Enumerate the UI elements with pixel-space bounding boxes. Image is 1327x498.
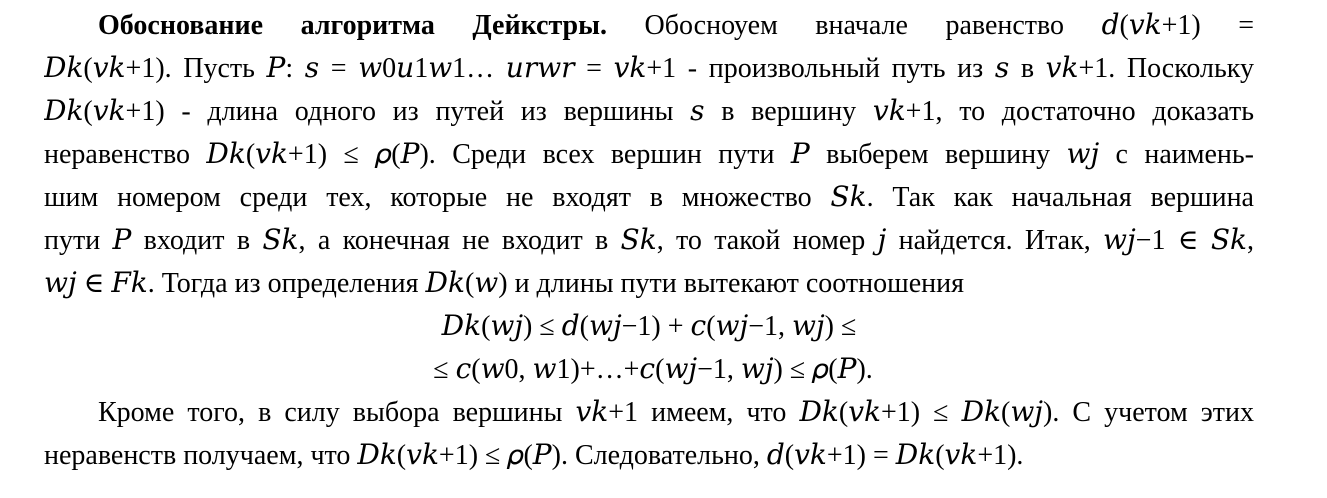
formula-text: 𝐷𝑘(𝑤𝑗) ≤ 𝑑(𝑤𝑗−1) + 𝑐(𝑤𝑗−1, 𝑤𝑗) ≤ bbox=[441, 311, 857, 342]
line-text: Обосноуем вначале равенство 𝑑(𝑣𝑘+1) = bbox=[644, 10, 1254, 41]
section-heading: Обоснование алгоритма Дейкстры. bbox=[98, 10, 607, 41]
formula-line-1 bbox=[44, 305, 1254, 348]
formula-line-2 bbox=[44, 348, 1254, 391]
paragraph-line-5: шим номером среди тех, которые не входят в множество 𝑆𝑘. Так как начальная вершина bbox=[44, 182, 1254, 213]
paragraph-line-6: пути 𝑃 входит в 𝑆𝑘, а конечная не входит в 𝑆𝑘, то такой номер 𝑗 найдется. Итак, 𝑤𝑗−1 ∈ 𝑆𝑘, bbox=[44, 225, 1254, 256]
paragraph-line-4: неравенство 𝐷𝑘(𝑣𝑘+1) ≤ 𝜌(𝑃). Среди всех вершин пути 𝑃 выберем вершину 𝑤𝑗 с наимень- bbox=[44, 139, 1254, 170]
paragraph-line-2: 𝐷𝑘(𝑣𝑘+1). Пусть 𝑃: 𝑠 = 𝑤0𝑢1𝑤1… 𝑢𝑟𝑤𝑟 = 𝑣𝑘+1 - произвольный путь из 𝑠 в 𝑣𝑘+1. Поскольку bbox=[44, 53, 1254, 84]
paragraph-line-3: 𝐷𝑘(𝑣𝑘+1) - длина одного из путей из вершины 𝑠 в вершину 𝑣𝑘+1, то достаточно доказать bbox=[44, 96, 1254, 127]
document-body bbox=[44, 4, 1254, 477]
paragraph-line-7: 𝑤𝑗 ∈ 𝐹𝑘. Тогда из определения 𝐷𝑘(𝑤) и длины пути вытекают соотношения bbox=[44, 268, 964, 299]
formula-text: ≤ 𝑐(𝑤0, 𝑤1)+…+𝑐(𝑤𝑗−1, 𝑤𝑗) ≤ 𝜌(𝑃). bbox=[433, 354, 873, 385]
paragraph-line-1 bbox=[44, 4, 1254, 47]
closing-line-2: неравенств получаем, что 𝐷𝑘(𝑣𝑘+1) ≤ 𝜌(𝑃). Следовательно, 𝑑(𝑣𝑘+1) = 𝐷𝑘(𝑣𝑘+1). bbox=[44, 440, 1024, 471]
closing-line-1: Кроме того, в силу выбора вершины 𝑣𝑘+1 имеем, что 𝐷𝑘(𝑣𝑘+1) ≤ 𝐷𝑘(𝑤𝑗). С учетом этих bbox=[98, 397, 1254, 428]
